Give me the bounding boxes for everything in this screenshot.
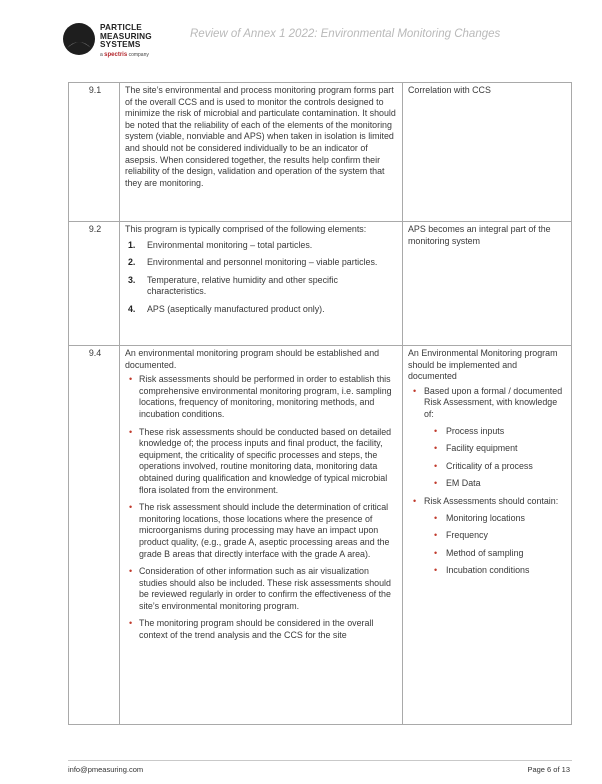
table-row	[69, 222, 572, 346]
document-title: Review of Annex 1 2022: Environmental Monitoring Changes	[190, 28, 501, 40]
list-item: • Risk assessments should be performed in order to establish this comprehensive environmental monitoring program, i.e. sampling locations, frequency of monitoring, monitoring methods, and incubation conditions.	[125, 374, 399, 420]
bullet-list	[125, 374, 399, 641]
clause-text: The site’s environmental and process monitoring program forms part of the overall CCS and is used to monitor the controls designed to minimize the risk of microbial and particulate contamination. It should be noted that the reliability of each of the elements of the monitoring system (viable, nonviable and APS) when taken in isolation is limited and should not be considered individually to be an indicator of asepsis. When considered together, the results help confirm their reliability of the design, validation and operation of the system that they are monitoring.	[120, 83, 403, 222]
clause-note: APS becomes an integral part of the monitoring system	[403, 222, 572, 346]
note-intro: An Environmental Monitoring program should be implemented and documented	[408, 348, 558, 382]
table-row	[69, 346, 572, 725]
list-item: 4. APS (aseptically manufactured product only).	[128, 303, 325, 314]
clause-number: 9.1	[69, 83, 120, 222]
list-item: • The risk assessment should include the determination of critical monitoring locations, those locations where the presence of microorganisms during processing may have an impact upon product quality, (e.g., grade A, aseptic processing areas and the grade B areas that directly interface with the grade A area).	[125, 502, 399, 560]
clause-text	[120, 346, 403, 725]
footer-email: info@pmeasuring.com	[68, 765, 144, 774]
list-item: • Process inputs	[424, 426, 568, 438]
clause-number: 9.2	[69, 222, 120, 346]
note-bullet-list	[408, 386, 568, 577]
changes-table	[68, 82, 572, 725]
clause-number: 9.4	[69, 346, 120, 725]
list-item: • Method of sampling	[424, 548, 568, 560]
list-item: 3. Temperature, relative humidity and other specific characteristics.	[128, 274, 338, 297]
list-item: • Incubation conditions	[424, 565, 568, 577]
list-item: • Based upon a formal / documented Risk Assessment, with knowledge of: • Process inputs • Facility equipment • Criticality of a process • EM Data	[408, 386, 568, 490]
list-item: • Criticality of a process	[424, 461, 568, 473]
list-item: 2. Environmental and personnel monitoring – viable particles.	[128, 257, 378, 268]
logo-subtitle: a spectris company	[100, 52, 149, 58]
list-item: • Risk Assessments should contain: • Monitoring locations • Frequency • Method of sampling • Incubation conditions	[408, 496, 568, 577]
page-number: Page 6 of 13	[527, 765, 570, 774]
footer-divider	[68, 760, 572, 761]
table-row	[69, 83, 572, 222]
list-item: • EM Data	[424, 478, 568, 490]
logo-line-3: SYSTEMS	[100, 40, 141, 50]
list-item: • These risk assessments should be conducted based on detailed knowledge of; the process inputs and final product, the facility, equipment, the criticality of specific processes and steps, the operations involved, routine monitoring data, monitoring data obtained during qualification and knowledge of typical microbial flora isolated from the environment.	[125, 427, 399, 497]
numbered-list	[125, 240, 399, 316]
logo-wordmark	[100, 24, 152, 50]
clause-intro: This program is typically comprised of the following elements:	[125, 224, 367, 234]
list-item: • Consideration of other information such as air visualization studies should also be included. These risk assessments should be reviewed regularly in order to confirm the effectiveness of the site’s environmental monitoring program.	[125, 566, 399, 612]
list-item: • Frequency	[424, 530, 568, 542]
page-header	[0, 0, 602, 70]
logo-globe-icon	[62, 22, 96, 56]
list-item: • Facility equipment	[424, 443, 568, 455]
list-item: • Monitoring locations	[424, 513, 568, 525]
clause-intro: An environmental monitoring program should be established and documented.	[125, 348, 380, 370]
list-item: • The monitoring program should be considered in the overall context of the trend analysis and the CCS for the site	[125, 618, 399, 641]
clause-note	[403, 346, 572, 725]
list-item: 1. Environmental monitoring – total particles.	[128, 239, 313, 250]
clause-note: Correlation with CCS	[403, 83, 572, 222]
company-logo	[62, 20, 182, 64]
note-sub-list	[424, 426, 568, 490]
note-sub-list	[424, 513, 568, 577]
logo-line-2: MEASURING	[100, 31, 152, 41]
clause-text	[120, 222, 403, 346]
logo-line-1: PARTICLE	[100, 23, 142, 32]
